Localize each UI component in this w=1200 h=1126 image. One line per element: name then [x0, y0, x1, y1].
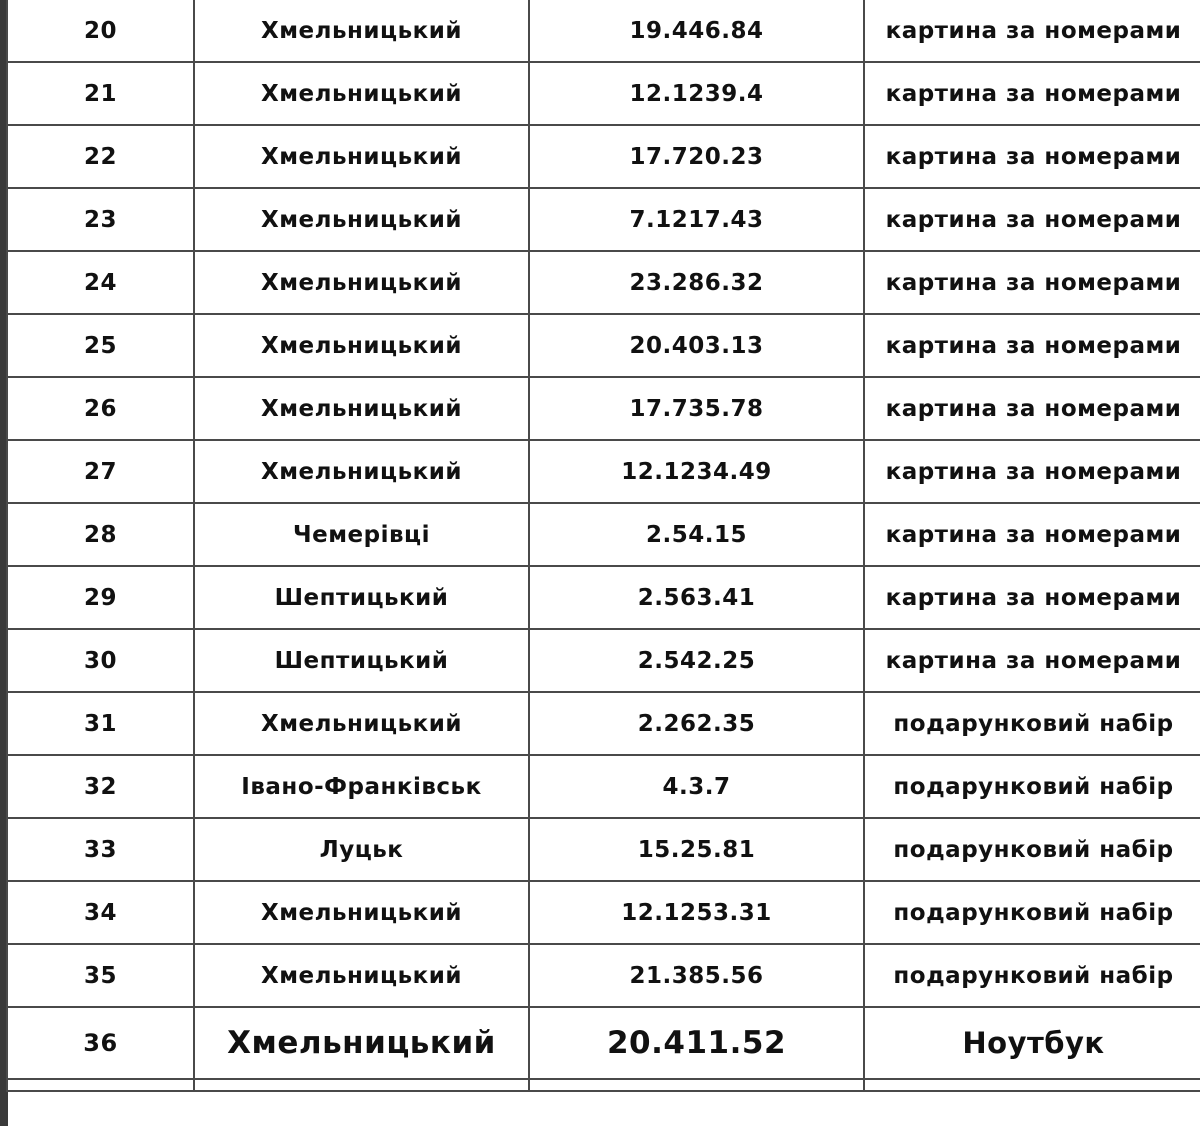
row-city: Івано-Франківськ — [194, 755, 529, 818]
row-city: Хмельницький — [194, 125, 529, 188]
row-code: 2.542.25 — [529, 629, 864, 692]
row-city: Хмельницький — [194, 1007, 529, 1079]
table-row — [7, 188, 1200, 251]
row-number: 25 — [7, 314, 194, 377]
table-row — [7, 755, 1200, 818]
row-prize: картина за номерами — [864, 62, 1200, 125]
table-row — [7, 125, 1200, 188]
row-prize: Ноутбук — [864, 1007, 1200, 1079]
row-code: 12.1239.4 — [529, 62, 864, 125]
table-row — [7, 944, 1200, 1007]
row-prize: картина за номерами — [864, 125, 1200, 188]
row-number: 22 — [7, 125, 194, 188]
row-prize: картина за номерами — [864, 377, 1200, 440]
table-row — [7, 566, 1200, 629]
row-prize: картина за номерами — [864, 503, 1200, 566]
row-prize: картина за номерами — [864, 0, 1200, 62]
table-row — [7, 0, 1200, 62]
row-number: 26 — [7, 377, 194, 440]
row-number: 36 — [7, 1007, 194, 1079]
row-city: Хмельницький — [194, 314, 529, 377]
table-row-cut-off — [7, 1079, 1200, 1091]
row-prize: картина за номерами — [864, 251, 1200, 314]
row-code: 17.735.78 — [529, 377, 864, 440]
row-code: 21.385.56 — [529, 944, 864, 1007]
row-city: Чемерівці — [194, 503, 529, 566]
row-number: 24 — [7, 251, 194, 314]
row-code: 12.1234.49 — [529, 440, 864, 503]
table-row — [7, 440, 1200, 503]
row-number: 28 — [7, 503, 194, 566]
row-number: 33 — [7, 818, 194, 881]
row-code: 17.720.23 — [529, 125, 864, 188]
row-city: Шептицький — [194, 566, 529, 629]
row-city: Хмельницький — [194, 251, 529, 314]
row-prize: картина за номерами — [864, 566, 1200, 629]
row-prize: подарунковий набір — [864, 881, 1200, 944]
row-city: Хмельницький — [194, 0, 529, 62]
table-row — [7, 881, 1200, 944]
row-number: 30 — [7, 629, 194, 692]
row-number: 29 — [7, 566, 194, 629]
row-number: 31 — [7, 692, 194, 755]
row-number — [7, 1079, 194, 1091]
row-code: 19.446.84 — [529, 0, 864, 62]
row-code: 4.3.7 — [529, 755, 864, 818]
row-code: 2.54.15 — [529, 503, 864, 566]
row-number: 32 — [7, 755, 194, 818]
row-code: 15.25.81 — [529, 818, 864, 881]
row-number: 20 — [7, 0, 194, 62]
row-number: 23 — [7, 188, 194, 251]
row-prize: подарунковий набір — [864, 818, 1200, 881]
table-row — [7, 503, 1200, 566]
row-code: 23.286.32 — [529, 251, 864, 314]
row-prize: подарунковий набір — [864, 692, 1200, 755]
table-row — [7, 377, 1200, 440]
row-city: Шептицький — [194, 629, 529, 692]
row-number: 27 — [7, 440, 194, 503]
row-code: 2.262.35 — [529, 692, 864, 755]
row-prize: картина за номерами — [864, 314, 1200, 377]
table-row — [7, 314, 1200, 377]
row-city: Хмельницький — [194, 188, 529, 251]
row-city — [194, 1079, 529, 1091]
row-city: Хмельницький — [194, 944, 529, 1007]
row-code: 20.403.13 — [529, 314, 864, 377]
row-city: Хмельницький — [194, 440, 529, 503]
row-number: 35 — [7, 944, 194, 1007]
row-prize: подарунковий набір — [864, 755, 1200, 818]
row-code: 20.411.52 — [529, 1007, 864, 1079]
table-row — [7, 62, 1200, 125]
row-prize — [864, 1079, 1200, 1091]
row-city: Хмельницький — [194, 881, 529, 944]
row-code: 12.1253.31 — [529, 881, 864, 944]
table-row — [7, 251, 1200, 314]
table-row — [7, 692, 1200, 755]
row-city: Хмельницький — [194, 692, 529, 755]
table-row-grand-prize — [7, 1007, 1200, 1079]
row-prize: картина за номерами — [864, 188, 1200, 251]
row-prize: картина за номерами — [864, 440, 1200, 503]
row-code: 2.563.41 — [529, 566, 864, 629]
row-number: 34 — [7, 881, 194, 944]
winners-table — [6, 0, 1200, 1092]
row-prize: картина за номерами — [864, 629, 1200, 692]
row-code — [529, 1079, 864, 1091]
row-city: Луцьк — [194, 818, 529, 881]
row-city: Хмельницький — [194, 377, 529, 440]
row-city: Хмельницький — [194, 62, 529, 125]
table-row — [7, 629, 1200, 692]
row-number: 21 — [7, 62, 194, 125]
table-row — [7, 818, 1200, 881]
row-code: 7.1217.43 — [529, 188, 864, 251]
row-prize: подарунковий набір — [864, 944, 1200, 1007]
